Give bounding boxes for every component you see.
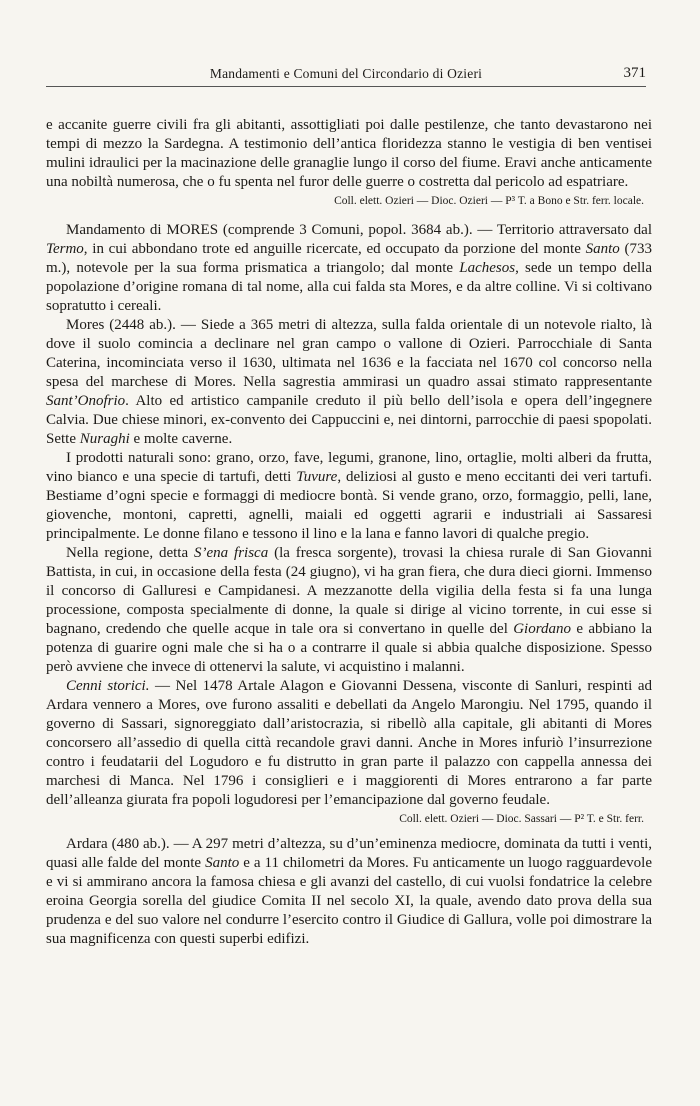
place-name: S’ena frisca	[194, 545, 269, 561]
running-title: Mandamenti e Comuni del Circondario di Ozieri	[209, 66, 483, 81]
paragraph-history: Cenni storici. — Nel 1478 Artale Alagon e Giovanni Dessena, visconte di Sanluri, respinti ad Ardara vennero a Mores, ove furono assaliti e debellati da Angelo Marongiu. Nel 1795, quando il governo di Sassari, signoreggiato dall’aristocrazia, si ribellò alla capitale, gli abitanti di Mores concorsero all’assedio di quella città recandole gravi danni. Anche in Mores infuriò l’insurrezione contro i feudatarii del Logudoro e fu distrutto in gran parte il palazzo con cappella annessa dei marchesi di Manca. Nel 1796 i consiglieri e i maggiorenti di Mores entrarono a far parte dell’alleanza giurata fra popoli logudoresi per l’emancipazione dal governo feudale.	[46, 678, 652, 808]
administrative-note: Coll. elett. Ozieri — Dioc. Ozieri — P³ T. a Bono e Str. ferr. locale.	[334, 195, 644, 207]
page-number: 371	[623, 65, 646, 81]
paragraph-festival: Nella regione, detta S’ena frisca (la fresca sorgente), trovasi la chiesa rurale di San Giovanni Battista, in cui, in occasione della festa (24 giugno), vi ha gran fiera, che dura dieci giorni. Immenso il concorso di Galluresi e Campidanesi. A mezzanotte della vigilia della festa si fa una lunga processione, composta specialmente di donne, la quale si dirige al vicino torrente, in cui esse si bagnano, credendo che quelle acque in tale ora si convertano in quelle del Giordano e abbiano la potenza di guarire ogni male che si ha o a contrarre il quale si abbia qualche disposizione. Spesso però avviene che invece di ottenervi la salute, vi acquistino i malanni.	[46, 545, 652, 675]
paragraph-products: I prodotti naturali sono: grano, orzo, fave, legumi, granone, lino, ortaglie, molti alberi da frutta, vino bianco e una specie di tartufi, detti Tuvure, deliziosi al gusto e meno eccitanti dei veri tartufi. Bestiame d’ogni specie e formaggi di mediocre bontà. Si vende grano, orzo, formaggio, pelli, lane, giovenche, montoni, capretti, agnelli, maiali ed oggetti agrarii e industriali ai Sassaresi principalmente. Le donne filano e tessono il lino e la lana e fanno lavori di qualche pregio.	[46, 450, 653, 542]
paragraph-ardara: Ardara (480 ab.). — A 297 metri d’altezza, su d’un’eminenza mediocre, dominata da tutti i venti, quasi alle falde del monte Santo e a 11 chilometri da Mores. Fu anticamente un luogo ragguardevole e vi si ammirano ancora la famosa chiesa e gli avanzi del castello, di cui vuolsi fondatrice la celebre eroina Georgia sorella del giudice Comita II nel secolo XI, la quale, avendo dato prova della sua prudenza e del suo valore nel condurre l’esercito contro il Giudice di Gallura, volle poi dimostrare la sua magnificenza con questi superbi edifizi.	[46, 836, 653, 947]
paragraph-mandamento-mores: Mandamento di MORES (comprende 3 Comuni, popol. 3684 ab.). — Territorio attraversato dal Termo, in cui abbondano trote ed anguille ricercate, ed occupato da porzione del monte Santo (733 m.), notevole per la sua forma prismatica a triangolo; dal monte Lachesos, sede un tempo della popolazione d’origine romana di tal nome, alla cui falda sta Mores, e da altre colline. Vi si coltivano sopratutto i cereali.	[46, 222, 653, 314]
tuvure-term: Tuvure	[296, 469, 338, 485]
page-body	[46, 116, 652, 949]
administrative-note: Coll. elett. Ozieri — Dioc. Sassari — P² T. e Str. ferr.	[399, 813, 644, 825]
mountain-name: Santo	[585, 241, 620, 257]
nuraghi-term: Nuraghi	[79, 431, 130, 447]
section-label: Cenni storici.	[66, 678, 150, 694]
painting-title: Sant’Onofrio	[46, 393, 126, 409]
paragraph-continuation: e accanite guerre civili fra gli abitanti, assottigliati poi dalle pestilenze, che tanto devastarono nei tempi di mezzo la Sardegna. A testimonio dell’antica floridezza stanno le vestigia di ben ventisei mulini idraulici per la macinazione delle granaglie lungo il corso del fiume. Eravi anche anticamente una nobiltà numerosa, che o fu spenta nel furor delle guerre o costretta dal pericolo ad espatriare.	[46, 117, 652, 190]
river-name: Giordano	[513, 621, 571, 637]
paragraph-mores: Mores (2448 ab.). — Siede a 365 metri di altezza, sulla falda orientale di un notevole rialto, là dove il suolo comincia a declinare nel gran campo o vallone di Ozieri. Parrocchiale di Santa Caterina, incominciata verso il 1630, ultimata nel 1636 e la facciata nel 1670 col concorso nella spesa del marchese di Mores. Nella sagrestia ammirasi un quadro assai stimato rappresentante Sant’Onofrio. Alto ed artistico campanile creduto il più bello dell’isola e opera dell’ingegnere Calvia. Due chiese minori, ex-convento dei Cappuccini e, nei dintorni, parrocchie di paesi spopolati. Sette Nuraghi e molte caverne.	[46, 317, 652, 447]
page-header	[46, 64, 646, 87]
mountain-name: Santo	[205, 855, 240, 871]
river-name: Termo	[46, 241, 84, 257]
mountain-name: Lachesos	[459, 260, 516, 276]
